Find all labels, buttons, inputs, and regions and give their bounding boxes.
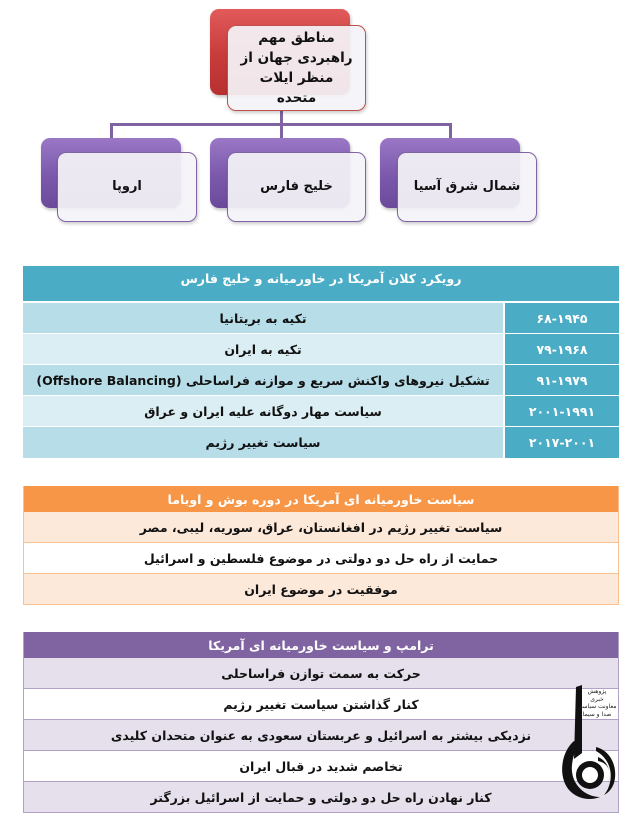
period-cell: ۲۰۱۷-۲۰۰۱	[503, 427, 619, 458]
org-node-persian-gulf-label: خلیج فارس	[227, 152, 366, 222]
connector-center-stub	[280, 123, 283, 139]
table-bush-obama	[23, 486, 619, 605]
table-trump	[23, 632, 619, 813]
policy-cell: سیاست تغییر رژیم	[23, 427, 503, 458]
logo-text-line: خبری	[590, 695, 604, 703]
policy-cell: تکیه به بریتانیا	[23, 303, 503, 333]
logo-text	[576, 688, 618, 718]
connector-left-stub	[110, 123, 113, 139]
table-row: تخاصم شدید در قبال ایران	[24, 751, 618, 782]
table-row: سیاست تغییر رژیم در افغانستان، عراق، سوریه، لیبی، مصر	[24, 512, 618, 543]
org-node-northeast-asia-label: شمال شرق آسیا	[397, 152, 537, 222]
period-cell: ۹۱-۱۹۷۹	[503, 365, 619, 395]
logo-text-line: پژوهش	[587, 688, 607, 695]
period-cell: ۲۰۰۱-۱۹۹۱	[503, 396, 619, 426]
org-node-europe-label: اروپا	[57, 152, 197, 222]
policy-cell: سیاست مهار دوگانه علیه ایران و عراق	[23, 396, 503, 426]
logo-text-line: معاونت سیاسی	[577, 703, 617, 710]
table-row	[23, 303, 619, 334]
policy-cell: تشکیل نیروهای واکنش سریع و موازنه فراساحلی (Offshore Balancing)	[23, 365, 503, 395]
table-row: حرکت به سمت توازن فراساحلی	[24, 658, 618, 689]
table-row: کنار گذاشتن سیاست تغییر رژیم	[24, 689, 618, 720]
org-node-root-label: مناطق مهم راهبردی جهان از منظر ایلات متحده	[227, 25, 366, 111]
table-trump-title: ترامپ و سیاست خاورمیانه ای آمریکا	[24, 632, 618, 658]
period-cell: ۷۹-۱۹۶۸	[503, 334, 619, 364]
table-row: نزدیکی بیشتر به اسرائیل و عربستان سعودی به عنوان متحدان کلیدی	[24, 720, 618, 751]
table-row	[23, 365, 619, 396]
table-row	[23, 334, 619, 365]
period-cell: ۶۸-۱۹۴۵	[503, 303, 619, 333]
logo-text-line: صدا و سیما	[582, 710, 612, 718]
table-row	[23, 396, 619, 427]
table-row: حمایت از راه حل دو دولتی در موضوع فلسطین و اسرائیل	[24, 543, 618, 574]
table-row: موفقیت در موضوع ایران	[24, 574, 618, 605]
table-macro-approach-title: رویکرد کلان آمریکا در خاورمیانه و خلیج فارس	[23, 266, 619, 303]
policy-cell: تکیه به ایران	[23, 334, 503, 364]
table-bush-obama-title: سیاست خاورمیانه ای آمریکا در دوره بوش و اوباما	[24, 486, 618, 512]
table-row	[23, 427, 619, 458]
connector-right-stub	[449, 123, 452, 139]
table-row: کنار نهادن راه حل دو دولتی و حمایت از اسرائیل بزرگتر	[24, 782, 618, 813]
table-macro-approach	[23, 266, 619, 458]
